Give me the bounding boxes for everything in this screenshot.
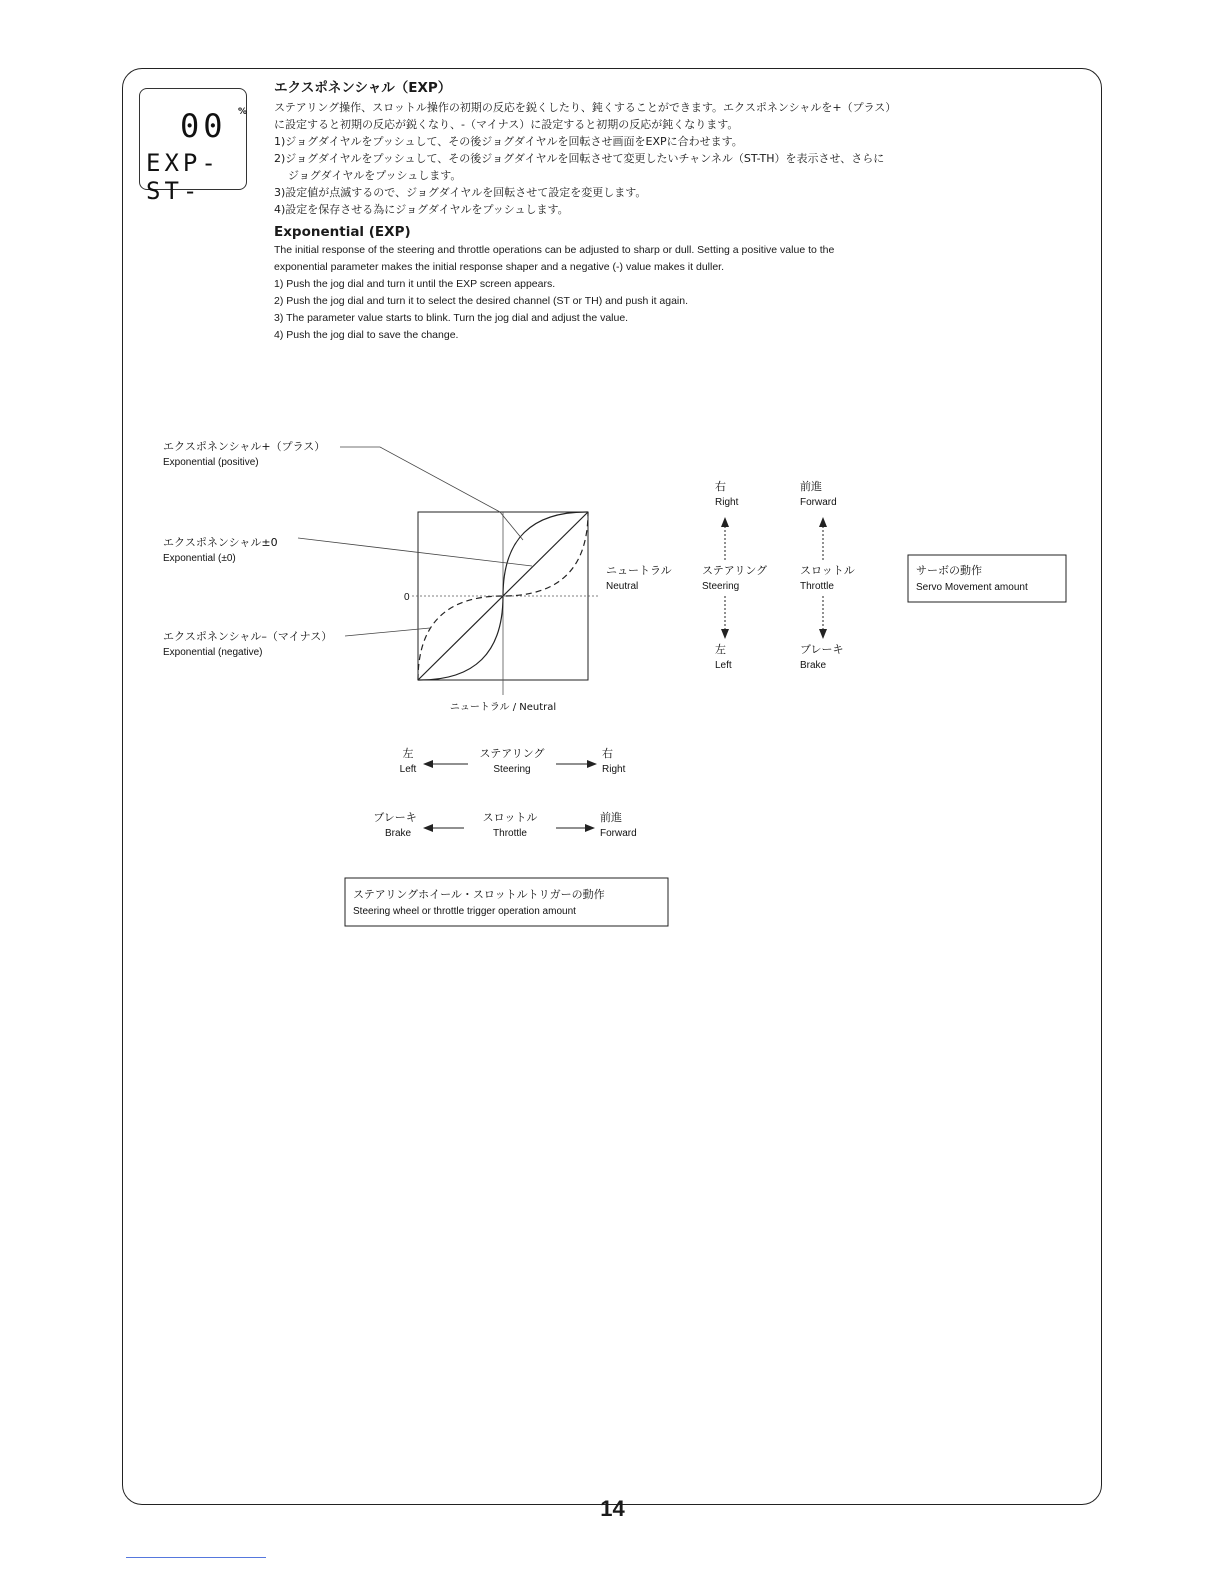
graph-label-positive-en: Exponential (positive) — [163, 457, 259, 468]
servo-neutral-ja: ニュートラル — [606, 564, 672, 577]
ja-line: 4)設定を保存させる為にジョグダイヤルをプッシュします。 — [274, 203, 569, 216]
input-box-en: Steering wheel or throttle trigger operation amount — [353, 906, 576, 917]
graph-label-zero-ja: エクスポネンシャル±0 — [163, 536, 278, 549]
servo-forward-ja: 前進 — [800, 480, 822, 493]
servo-throttle-ja: スロットル — [800, 564, 855, 577]
en-line: The initial response of the steering and throttle operations can be adjusted to sharp or dull. Setting a positive value to the — [274, 244, 835, 256]
input-operation-box — [345, 878, 668, 926]
graph-zero-label: 0 — [404, 592, 410, 603]
graph-label-negative-ja: エクスポネンシャル–（マイナス） — [163, 630, 333, 643]
input-right-ja: 右 — [602, 747, 613, 760]
servo-legend — [606, 479, 1066, 671]
servo-box-ja: サーボの動作 — [916, 564, 982, 577]
input-forward-en: Forward — [600, 828, 637, 839]
section-title-ja: エクスポネンシャル（EXP） — [274, 80, 452, 96]
lcd-mode: EXP-ST- — [146, 149, 220, 205]
input-legend — [345, 747, 668, 926]
servo-neutral-en: Neutral — [606, 581, 639, 592]
input-steering-ja: ステアリング — [479, 747, 545, 760]
page-number: 14 — [600, 1496, 625, 1521]
input-throttle-en: Throttle — [493, 828, 527, 839]
servo-box-en: Servo Movement amount — [916, 582, 1028, 593]
leader-zero — [298, 538, 532, 566]
footnote-rule — [126, 1557, 266, 1558]
input-right-en: Right — [602, 764, 626, 775]
servo-steering-ja: ステアリング — [702, 564, 768, 577]
servo-brake-ja: ブレーキ — [800, 643, 844, 656]
ja-line: に設定すると初期の反応が鋭くなり、-（マイナス）に設定すると初期の反応が鈍くなります。 — [274, 118, 739, 131]
en-line: exponential parameter makes the initial response shaper and a negative (-) value makes it duller. — [274, 261, 724, 273]
input-steering-en: Steering — [493, 764, 531, 775]
ja-line: 2)ジョグダイヤルをプッシュして、その後ジョグダイヤルを回転させて変更したいチャンネル（ST-TH）を表示させ、さらに — [274, 152, 885, 165]
en-line: 1) Push the jog dial and turn it until the EXP screen appears. — [274, 278, 556, 290]
servo-brake-en: Brake — [800, 660, 827, 671]
lcd-unit: % — [238, 107, 248, 117]
input-brake-en: Brake — [384, 828, 412, 839]
servo-movement-box — [908, 555, 1066, 602]
response-graph — [163, 440, 598, 713]
en-line: 3) The parameter value starts to blink. Turn the jog dial and adjust the value. — [274, 312, 629, 324]
section-title-en: Exponential (EXP) — [274, 224, 411, 240]
input-left-ja: 左 — [402, 747, 414, 760]
input-forward-ja: 前進 — [600, 811, 622, 824]
leader-positive — [380, 447, 500, 512]
servo-right-ja: 右 — [715, 480, 726, 493]
servo-right-en: Right — [715, 497, 739, 508]
input-brake-ja: ブレーキ — [373, 811, 417, 824]
servo-throttle-en: Throttle — [800, 581, 834, 592]
en-line: 2) Push the jog dial and turn it to select the desired channel (ST or TH) and push it again. — [274, 295, 689, 307]
ja-line: ジョグダイヤルをプッシュします。 — [288, 169, 462, 182]
graph-label-zero-en: Exponential (±0) — [163, 553, 236, 564]
leader-positive — [500, 512, 523, 540]
graph-neutral-axis-label: ニュートラル / Neutral — [449, 702, 557, 713]
servo-left-en: Left — [715, 660, 732, 671]
graph-label-positive-ja: エクスポネンシャル+（プラス） — [163, 440, 326, 453]
servo-forward-en: Forward — [800, 497, 837, 508]
leader-negative — [345, 628, 430, 636]
servo-left-ja: 左 — [715, 643, 726, 656]
input-throttle-ja: スロットル — [482, 811, 538, 824]
ja-line: ステアリング操作、スロットル操作の初期の反応を鋭くしたり、鈍くすることができます。エクスポネンシャルを+（プラス） — [274, 101, 897, 114]
input-left-en: Left — [399, 764, 417, 775]
graph-label-negative-en: Exponential (negative) — [163, 647, 263, 658]
en-line: 4) Push the jog dial to save the change. — [274, 329, 459, 341]
input-box-ja: ステアリングホイール・スロットルトリガーの動作 — [353, 888, 605, 901]
ja-line: 1)ジョグダイヤルをプッシュして、その後ジョグダイヤルを回転させ画面をEXPに合わせます。 — [274, 135, 743, 148]
lcd-value: 00 — [180, 107, 227, 145]
ja-line: 3)設定値が点滅するので、ジョグダイヤルを回転させて設定を変更します。 — [274, 186, 647, 199]
servo-steering-en: Steering — [702, 581, 740, 592]
